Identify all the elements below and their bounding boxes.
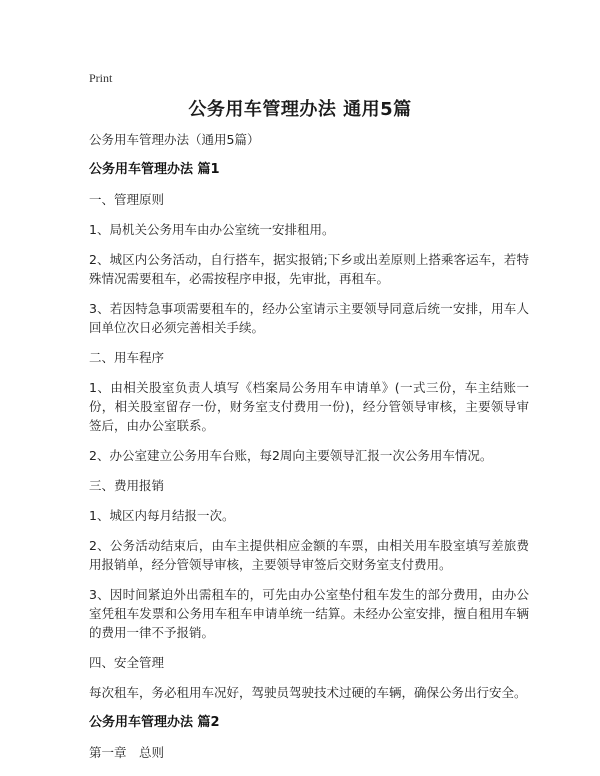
paragraph: 2、公务活动结束后，由车主提供相应金额的车票，由相关用车股室填写差旅费用报销单，经分管领导审核，主要领导审签后交财务室支付费用。 (89, 538, 529, 572)
paragraph: 1、城区内每月结报一次。 (89, 508, 235, 523)
paragraph: 第一章 总则 (89, 745, 165, 760)
paragraph: 每次租车，务必租用车况好，驾驶员驾驶技术过硬的车辆，确保公务出行安全。 (89, 685, 527, 700)
print-link[interactable]: Print (89, 71, 113, 85)
paragraph: 1、局机关公务用车由办公室统一安排租用。 (89, 222, 335, 237)
paragraph: 一、管理原则 (89, 192, 165, 207)
section-heading-2: 公务用车管理办法 篇2 (89, 715, 220, 730)
document-subtitle: 公务用车管理办法（通用5篇） (89, 132, 260, 147)
paragraph: 2、办公室建立公务用车台账，每2周向主要领导汇报一次公务用车情况。 (89, 448, 493, 463)
paragraph: 四、安全管理 (89, 655, 165, 670)
document-body (89, 130, 529, 773)
paragraph: 3、因时间紧迫外出需租车的，可先由办公室垫付租车发生的部分费用，由办公室凭租车发票和公务用车租车申请单统一结算。未经办公室安排，擅自租用车辆的费用一律不予报销。 (89, 587, 529, 640)
paragraph: 3、若因特急事项需要租车的，经办公室请示主要领导同意后统一安排，用车人回单位次日必须完善相关手续。 (89, 301, 529, 335)
paragraph: 2、城区内公务活动，自行搭车，据实报销;下乡或出差原则上搭乘客运车，若特殊情况需要租车，必需按程序申报，先审批，再租车。 (89, 252, 529, 286)
paragraph: 三、费用报销 (89, 478, 165, 493)
paragraph: 二、用车程序 (89, 350, 165, 365)
paragraph: 1、由相关股室负责人填写《档案局公务用车申请单》(一式三份，车主结账一份，相关股室留存一份，财务室支付费用一份)，经分管领导审核，主要领导审签后，由办公室联系。 (89, 380, 529, 433)
page-title: 公务用车管理办法 通用5篇 (188, 99, 412, 120)
section-heading-1: 公务用车管理办法 篇1 (89, 162, 220, 177)
